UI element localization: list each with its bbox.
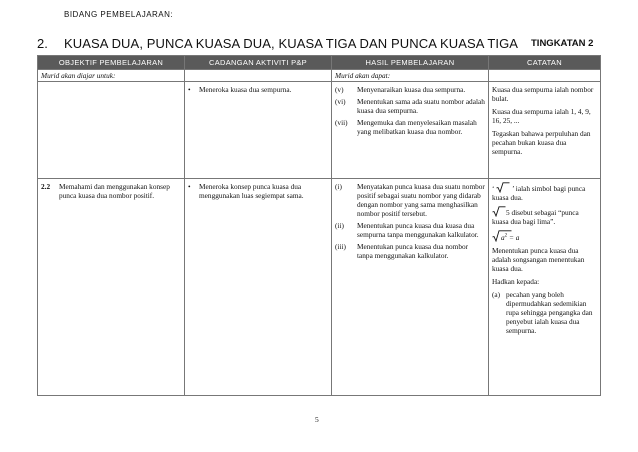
table-row (38, 179, 601, 396)
subheader-empty (185, 70, 332, 82)
note-text: Kuasa dua sempurna ialah nombor bulat. (492, 85, 594, 103)
formula-exponent: 2 (504, 233, 508, 239)
col-header-hasil: HASIL PEMBELAJARAN (332, 56, 489, 70)
cell-aktiviti (185, 82, 332, 179)
subheader-objektif: Murid akan diajar untuk: (38, 70, 185, 82)
bullet-icon: • (188, 85, 191, 94)
note-text: Hadkan kepada: (492, 277, 540, 286)
subheader-empty-2 (489, 70, 601, 82)
list-item (335, 118, 485, 136)
sqrt-symbol-icon (496, 182, 510, 193)
item-number: (iii) (335, 242, 346, 251)
sqrt5-text: disebut sebagai “punca kuasa dua bagi lima”. (492, 208, 579, 226)
section-number: 2. (37, 36, 48, 51)
list-item (492, 290, 597, 335)
objective-number: 2.2 (41, 182, 51, 191)
cell-aktiviti (185, 179, 332, 396)
table-subheader-row (38, 70, 601, 82)
list-item (335, 221, 485, 239)
list-item (335, 242, 485, 260)
item-number: (vi) (335, 97, 346, 106)
cell-hasil (332, 179, 489, 396)
item-text: Menyenaraikan kuasa dua sempurna. (357, 85, 466, 94)
syllabus-table (37, 55, 601, 396)
col-header-catatan: CATATAN (489, 56, 601, 70)
item-text: Menyatakan punca kuasa dua suatu nombor positif sebagai suatu nombor yang didarab dengan nombor yang sama menghasilkan nombor positif tersebut. (357, 182, 485, 218)
cell-catatan (489, 179, 601, 396)
sqrt-symbol-text: ’ ialah simbol bagi punca kuasa dua. (492, 184, 586, 202)
objective-text: Memahami dan menggunakan konsep punca kuasa dua nombor positif. (59, 182, 170, 200)
table-header-row (38, 56, 601, 70)
sqrt-symbol-icon (492, 206, 506, 217)
formula-rhs: = a (508, 233, 520, 242)
page-title: KUASA DUA, PUNCA KUASA DUA, KUASA TIGA DAN PUNCA KUASA TIGA (64, 36, 519, 51)
col-header-aktiviti: CADANGAN AKTIVITI P&P (185, 56, 332, 70)
col-header-objektif: OBJEKTIF PEMBELAJARAN (38, 56, 185, 70)
table-row (38, 82, 601, 179)
cell-hasil (332, 82, 489, 179)
note-text: Tegaskan bahawa perpuluhan dan pecahan bukan kuasa dua sempurna. (492, 129, 591, 156)
cell-objektif-empty (38, 82, 185, 179)
bullet-icon: • (188, 182, 191, 191)
sqrt5-note (492, 206, 597, 226)
list-item (335, 182, 485, 218)
item-text: Mengemuka dan menyelesaikan masalah yang melibatkan kuasa dua nombor. (357, 118, 477, 136)
sqrt5-number: 5 (506, 208, 510, 217)
item-number: (a) (492, 290, 501, 299)
note-text: Menentukan punca kuasa dua adalah songsangan menentukan kuasa dua. (492, 246, 585, 273)
item-text: pecahan yang boleh dipermudahkan sedemikian rupa sehingga pengangka dan penyebut ialah kuasa dua sempurna. (506, 290, 593, 335)
list-item (41, 182, 181, 200)
bidang-label: BIDANG PEMBELAJARAN: (64, 10, 174, 19)
sqrt-symbol-note (492, 182, 597, 202)
aktiviti-text: Meneroka konsep punca kuasa dua menggunakan luas segiempat sama. (199, 182, 304, 200)
item-text: Menentukan punca kuasa dua nombor tanpa menggunakan kalkulator. (357, 242, 469, 260)
open-quote: ‘ (492, 184, 495, 193)
page-number: 5 (315, 415, 319, 424)
formula-base: a (501, 233, 505, 242)
subheader-hasil: Murid akan dapat: (332, 70, 489, 82)
item-number: (vii) (335, 118, 348, 127)
item-text: Menentukan punca kuasa dua kuasa dua sempurna tanpa menggunakan kalkulator. (357, 221, 479, 239)
list-item (188, 182, 328, 200)
sqrt-formula (492, 230, 597, 242)
cell-objektif (38, 179, 185, 396)
list-item (335, 97, 485, 115)
aktiviti-text: Meneroka kuasa dua sempurna. (199, 85, 292, 94)
cell-catatan (489, 82, 601, 179)
item-number: (v) (335, 85, 344, 94)
item-number: (ii) (335, 221, 344, 230)
list-item (335, 85, 485, 94)
tingkatan-label: TINGKATAN 2 (531, 38, 594, 49)
note-text: Kuasa dua sempurna ialah 1, 4, 9, 16, 25, ... (492, 107, 591, 125)
item-number: (i) (335, 182, 342, 191)
list-item (188, 85, 328, 94)
item-text: Menentukan sama ada suatu nombor adalah kuasa dua sempurna. (357, 97, 485, 115)
